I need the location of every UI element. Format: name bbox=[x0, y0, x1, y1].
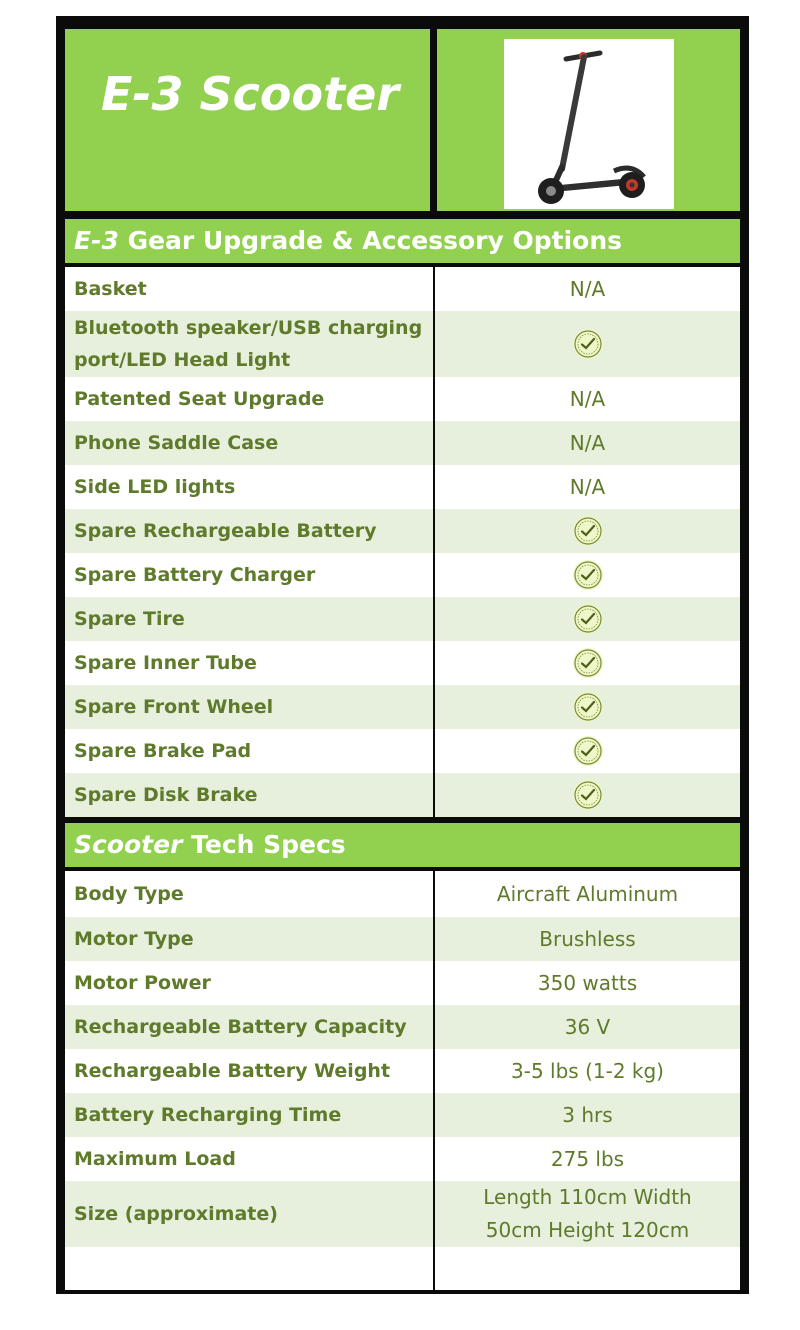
accessory-value bbox=[435, 311, 740, 377]
check-badge-icon bbox=[572, 735, 604, 767]
spec-label: Maximum Load bbox=[74, 1148, 236, 1170]
check-badge-icon bbox=[572, 647, 604, 679]
spec-label: Rechargeable Battery Capacity bbox=[74, 1016, 407, 1038]
spec-row bbox=[65, 1137, 740, 1181]
spec-value-text: 275 lbs bbox=[550, 1146, 625, 1171]
spec-value bbox=[435, 1005, 740, 1049]
accessory-value-text: N/A bbox=[569, 474, 606, 499]
accessory-value bbox=[435, 729, 740, 773]
spec-value bbox=[435, 871, 740, 917]
accessory-value bbox=[435, 685, 740, 729]
spec-value bbox=[435, 1247, 740, 1290]
spec-label: Rechargeable Battery Weight bbox=[74, 1060, 391, 1082]
scooter-icon bbox=[504, 39, 674, 209]
spec-row bbox=[65, 1247, 740, 1290]
accessory-value bbox=[435, 641, 740, 685]
accessory-label: Spare Disk Brake bbox=[74, 784, 258, 806]
accessory-value bbox=[435, 773, 740, 817]
accessory-label: Spare Inner Tube bbox=[74, 652, 257, 674]
accessory-row bbox=[65, 311, 740, 377]
accessory-row bbox=[65, 553, 740, 597]
spec-row bbox=[65, 961, 740, 1005]
accessory-label: Phone Saddle Case bbox=[74, 432, 279, 454]
scooter-image bbox=[504, 39, 674, 209]
accessory-value bbox=[435, 267, 740, 311]
specs-header bbox=[65, 823, 740, 867]
spec-label bbox=[65, 1247, 433, 1290]
check-badge-icon bbox=[572, 328, 604, 360]
accessory-label: Patented Seat Upgrade bbox=[74, 388, 325, 410]
spec-value-text: 3-5 lbs (1-2 kg) bbox=[511, 1058, 664, 1083]
accessory-row bbox=[65, 267, 740, 311]
product-image-cell bbox=[437, 29, 740, 211]
spec-value bbox=[435, 1181, 740, 1247]
accessory-value bbox=[435, 421, 740, 465]
accessories-header-rest: Gear Upgrade & Accessory Options bbox=[118, 226, 623, 255]
spec-row bbox=[65, 871, 740, 917]
spec-value bbox=[435, 1093, 740, 1137]
spec-value bbox=[435, 1049, 740, 1093]
spec-value bbox=[435, 961, 740, 1005]
spec-value bbox=[435, 917, 740, 961]
check-badge-icon bbox=[572, 779, 604, 811]
accessory-label: Spare Battery Charger bbox=[74, 564, 316, 586]
check-badge-icon bbox=[572, 603, 604, 635]
accessory-row bbox=[65, 509, 740, 553]
accessory-row bbox=[65, 465, 740, 509]
accessory-row bbox=[65, 597, 740, 641]
spec-row bbox=[65, 1005, 740, 1049]
accessory-label: Basket bbox=[74, 278, 147, 300]
accessory-value-text: N/A bbox=[569, 276, 606, 301]
spec-value-text: 3 hrs bbox=[562, 1102, 613, 1127]
accessory-row bbox=[65, 421, 740, 465]
accessory-row bbox=[65, 685, 740, 729]
page-title: E-3 Scooter bbox=[101, 67, 400, 121]
accessory-value bbox=[435, 377, 740, 421]
accessory-value bbox=[435, 553, 740, 597]
check-badge-icon bbox=[572, 515, 604, 547]
accessory-row bbox=[65, 773, 740, 817]
spec-row bbox=[65, 1049, 740, 1093]
spec-value-text: Aircraft Aluminum bbox=[496, 881, 679, 906]
spec-value-text: 36 V bbox=[564, 1014, 611, 1039]
accessory-row bbox=[65, 377, 740, 421]
check-badge-icon bbox=[572, 559, 604, 591]
spec-row bbox=[65, 1093, 740, 1137]
spec-value bbox=[435, 1137, 740, 1181]
accessory-value bbox=[435, 465, 740, 509]
accessory-label: Spare Tire bbox=[74, 608, 185, 630]
accessory-label: Spare Brake Pad bbox=[74, 740, 252, 762]
accessory-label: Spare Front Wheel bbox=[74, 696, 274, 718]
spec-row bbox=[65, 917, 740, 961]
accessories-header bbox=[65, 219, 740, 263]
accessory-row bbox=[65, 729, 740, 773]
accessory-value-text: N/A bbox=[569, 430, 606, 455]
accessory-value bbox=[435, 597, 740, 641]
spec-label: Size (approximate) bbox=[74, 1203, 278, 1225]
spec-label: Battery Recharging Time bbox=[74, 1104, 342, 1126]
specs-header-italic: Scooter bbox=[74, 830, 183, 859]
spec-value-text: 350 watts bbox=[537, 970, 638, 995]
specs-header-rest: Tech Specs bbox=[182, 830, 346, 859]
spec-sheet bbox=[56, 16, 749, 1294]
accessory-label: Side LED lights bbox=[74, 476, 236, 498]
spec-value-text: Brushless bbox=[539, 926, 636, 951]
accessory-row bbox=[65, 641, 740, 685]
spec-value-text: Length 110cm Width 50cm Height 120cm bbox=[483, 1185, 692, 1242]
spec-label: Body Type bbox=[74, 883, 184, 905]
spec-label: Motor Type bbox=[74, 928, 194, 950]
accessory-value bbox=[435, 509, 740, 553]
accessory-label: Spare Rechargeable Battery bbox=[74, 520, 377, 542]
accessory-label: Bluetooth speaker/USB charging port/LED Head Light bbox=[74, 317, 423, 371]
accessory-value-text: N/A bbox=[569, 386, 606, 411]
check-badge-icon bbox=[572, 691, 604, 723]
accessories-header-italic: E-3 bbox=[74, 226, 119, 255]
spec-row bbox=[65, 1181, 740, 1247]
title-cell bbox=[65, 29, 430, 211]
spec-label: Motor Power bbox=[74, 972, 211, 994]
